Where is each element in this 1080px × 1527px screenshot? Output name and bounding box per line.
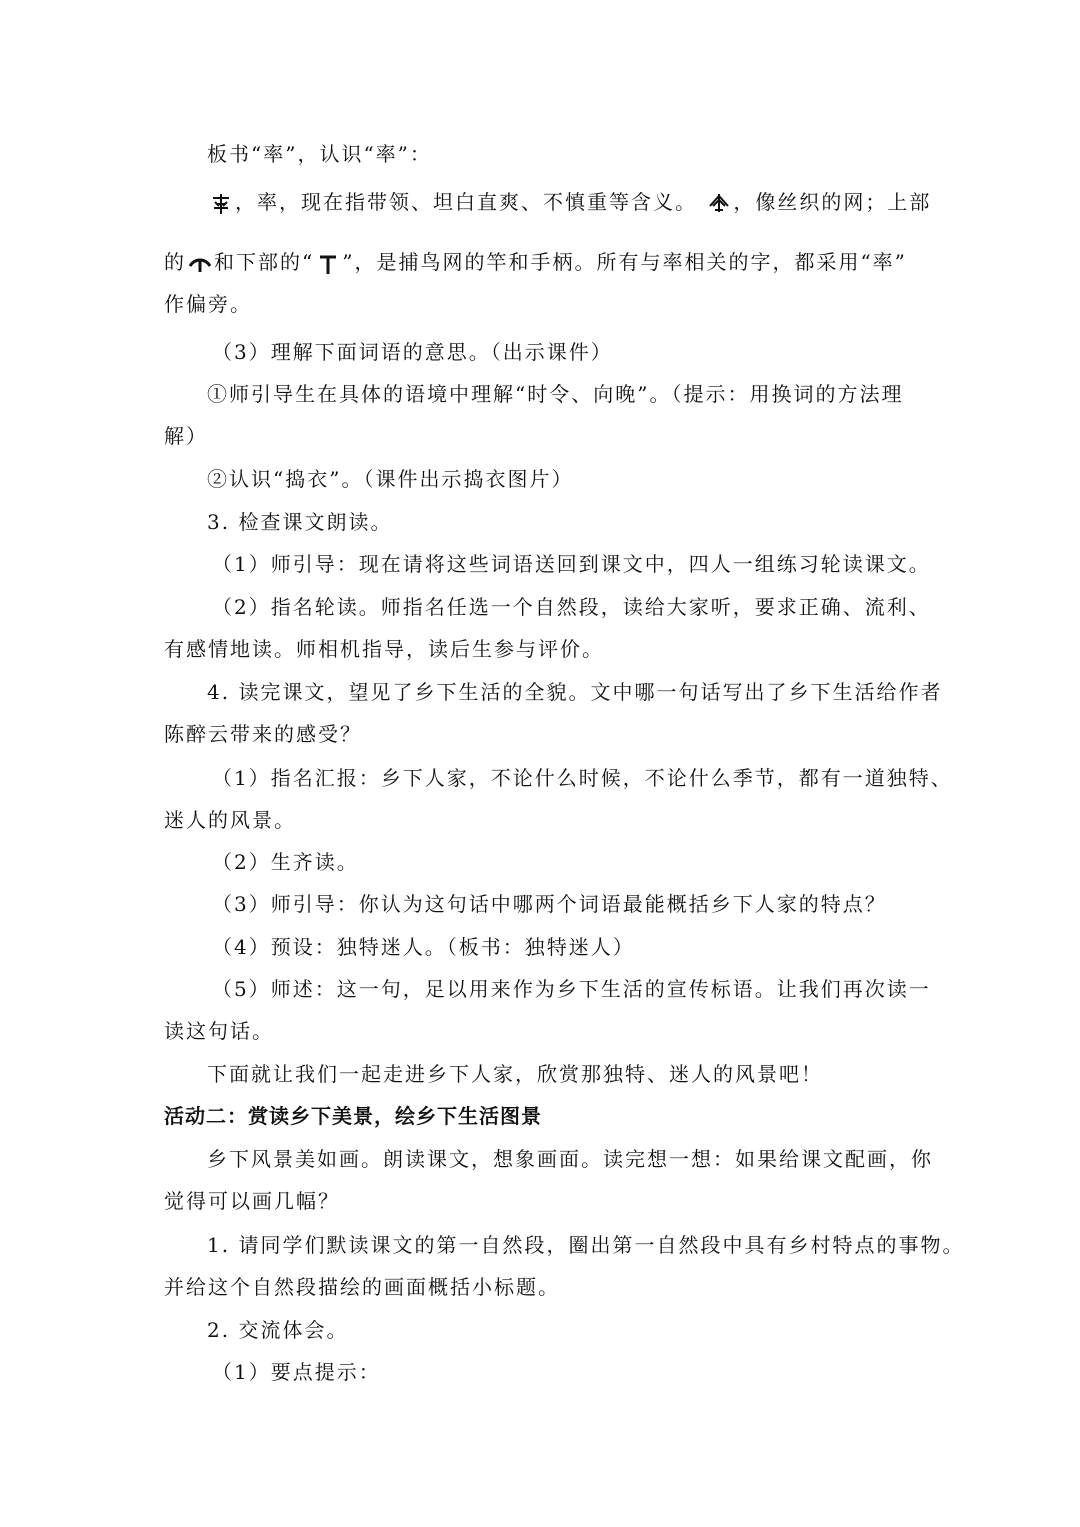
text: 2. 交流体会。 <box>207 1318 349 1342</box>
paragraph <box>164 422 208 450</box>
paragraph <box>164 1187 340 1215</box>
paragraph <box>212 550 931 578</box>
text: （2）生齐读。 <box>212 850 359 874</box>
text: （1）指名汇报：乡下人家，不论什么时候，不论什么季节，都有一道独特、 <box>212 766 953 790</box>
paragraph <box>207 380 903 408</box>
paragraph <box>164 248 907 276</box>
text: ，像丝织的网；上部 <box>733 190 932 214</box>
ancient-seal-glyph-icon <box>209 192 233 216</box>
text: （3）师引导：你认为这句话中哪两个词语最能概括乡下人家的特点？ <box>212 892 887 916</box>
paragraph <box>212 1358 381 1386</box>
text: （1）要点提示： <box>212 1360 381 1384</box>
text: 读这句话。 <box>164 1019 274 1043</box>
paragraph <box>164 290 252 318</box>
text: （3）理解下面词语的意思。（出示课件） <box>212 340 613 364</box>
paragraph <box>207 508 392 536</box>
text: （5）师述：这一句，足以用来作为乡下生活的宣传标语。让我们再次读一 <box>212 977 931 1001</box>
paragraph <box>207 1231 964 1259</box>
paragraph <box>212 338 613 366</box>
top-component-glyph-icon <box>188 252 212 276</box>
paragraph <box>207 188 931 216</box>
text: ②认识“捣衣”。（课件出示捣衣图片） <box>207 467 574 491</box>
text: 板书“率”，认识“率”： <box>207 142 432 166</box>
heading-text: 活动二：赏读乡下美景，绘乡下生活图景 <box>164 1104 542 1128</box>
paragraph <box>207 1145 933 1173</box>
paragraph <box>212 975 931 1003</box>
paragraph <box>212 848 359 876</box>
paragraph <box>164 635 604 663</box>
paragraph <box>207 465 573 493</box>
text: 解） <box>164 424 208 448</box>
text: ，率，现在指带领、坦白直爽、不慎重等含义。 <box>235 190 697 214</box>
paragraph <box>207 678 942 706</box>
text: 和下部的“ <box>214 250 315 274</box>
text: 1. 请同学们默读课文的第一自然段，圈出第一自然段中具有乡村特点的事物。 <box>207 1233 965 1257</box>
text: 下面就让我们一起走进乡下人家，欣赏那独特、迷人的风景吧！ <box>207 1062 823 1086</box>
paragraph <box>212 890 887 918</box>
text: 觉得可以画几幅？ <box>164 1189 340 1213</box>
paragraph <box>164 1273 560 1301</box>
text: （2）指名轮读。师指名任选一个自然段，读给大家听，要求正确、流利、 <box>212 595 931 619</box>
paragraph <box>164 1017 274 1045</box>
text: 乡下风景美如画。朗读课文，想象画面。读完想一想：如果给课文配画，你 <box>207 1147 933 1171</box>
paragraph <box>212 764 953 792</box>
text: 迷人的风景。 <box>164 808 296 832</box>
text: 的 <box>164 250 186 274</box>
text: ”，是捕鸟网的竿和手柄。所有与率相关的字，都采用“率” <box>342 250 907 274</box>
text: 陈醉云带来的感受？ <box>164 722 362 746</box>
paragraph <box>207 1060 823 1088</box>
net-pictograph-icon <box>707 192 731 216</box>
paragraph <box>212 933 635 961</box>
paragraph <box>207 1316 348 1344</box>
text: （4）预设：独特迷人。（板书：独特迷人） <box>212 935 635 959</box>
text: （1）师引导：现在请将这些词语送回到课文中，四人一组练习轮读课文。 <box>212 552 931 576</box>
text: 4. 读完课文，望见了乡下生活的全貌。文中哪一句话写出了乡下生活给作者 <box>207 680 943 704</box>
bottom-component-glyph-icon <box>316 252 340 276</box>
paragraph <box>207 140 432 168</box>
paragraph <box>212 593 931 621</box>
paragraph <box>164 806 296 834</box>
text: 3. 检查课文朗读。 <box>207 510 393 534</box>
paragraph <box>164 720 362 748</box>
text: 作偏旁。 <box>164 292 252 316</box>
text: 并给这个自然段描绘的画面概括小标题。 <box>164 1275 560 1299</box>
text: ①师引导生在具体的语境中理解“时令、向晚”。（提示：用换词的方法理 <box>207 382 904 406</box>
section-heading <box>164 1102 542 1130</box>
text: 有感情地读。师相机指导，读后生参与评价。 <box>164 637 604 661</box>
